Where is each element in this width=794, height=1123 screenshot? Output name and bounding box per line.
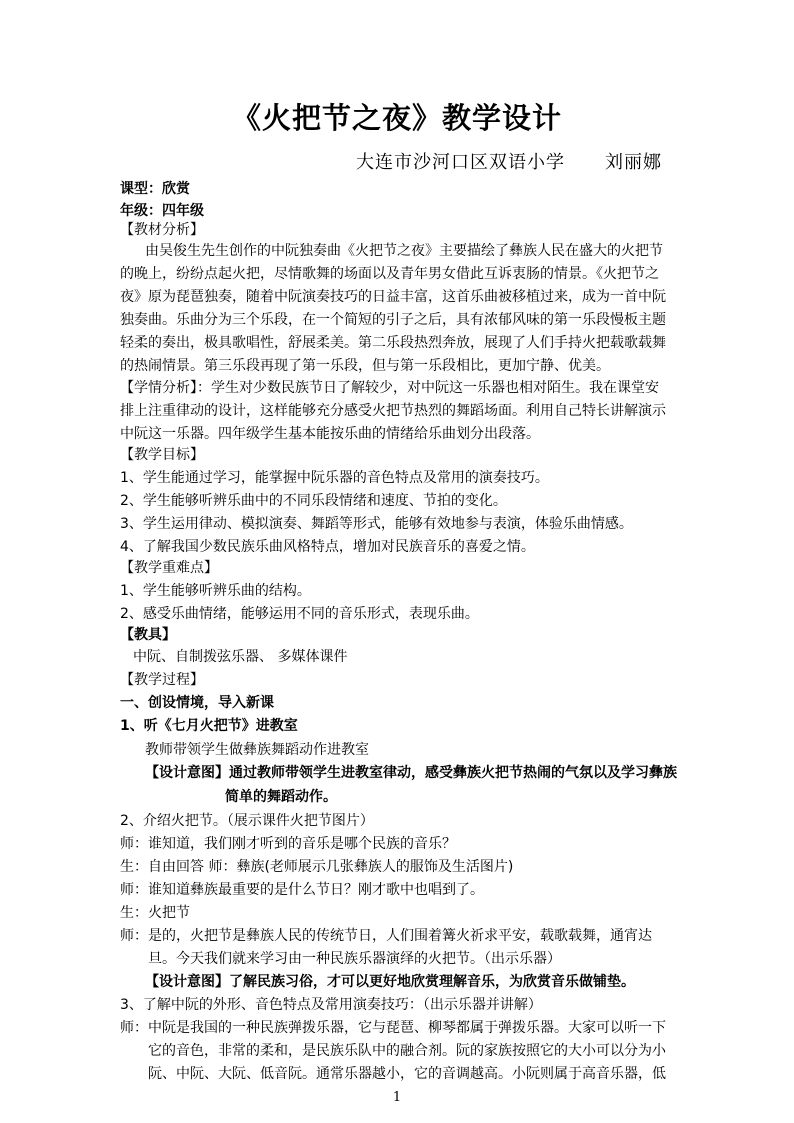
dialogue-line: 旦。今天我们就来学习由一种民族乐器演绎的火把节。（出示乐器）	[148, 951, 561, 967]
list-item: 中阮、自制拨弦乐器、 多媒体课件	[133, 649, 348, 665]
section-heading: 【教学重难点】	[120, 560, 218, 576]
paragraph-line: 的热闹情景。第三乐段再现了第一乐段，但与第一乐段相比，更加宁静、优美。	[120, 358, 610, 374]
list-item: 4、了解我国少数民族乐曲风格特点，增加对民族音乐的喜爱之情。	[120, 539, 535, 555]
design-intent: 【设计意图】了解民族习俗，才可以更好地欣赏理解音乐，为欣赏音乐做铺垫。	[145, 974, 635, 990]
dialogue-line: 师：是的，火把节是彝族人民的传统节日，人们围着篝火祈求平安，载歌载舞，通宵达	[120, 928, 652, 944]
paragraph-line: 独奏曲。乐曲分为三个乐段，在一个简短的引子之后，具有浓郁风味的第一乐段慢板主题	[120, 312, 666, 328]
paragraph-line: 的晚上，纷纷点起火把，尽情歌舞的场面以及青年男女借此互诉衷肠的情景。《火把节之	[120, 266, 659, 282]
paragraph-line: 排上注重律动的设计，这样能够充分感受火把节热烈的舞蹈场面。利用自己特长讲解演示	[120, 403, 666, 419]
step-heading: 1、听《七月火把节》进教室	[120, 718, 298, 734]
paragraph-line: 教师带领学生做彝族舞蹈动作进教室	[145, 742, 369, 758]
school-name: 大连市沙河口区双语小学	[356, 152, 565, 173]
step-heading: 一、创设情境，导入新课	[120, 695, 274, 711]
author-name: 刘丽娜	[605, 152, 662, 173]
dialogue-line: 师：中阮是我国的一种民族弹拨乐器，它与琵琶、柳琴都属于弹拨乐器。大家可以听一下	[120, 1020, 666, 1036]
dialogue-line: 师：谁知道彝族最重要的是什么节日？刚才歌中也唱到了。	[120, 882, 484, 898]
paragraph-line: 【学情分析】：学生对少数民族节日了解较少，对中阮这一乐器也相对陌生。我在课堂安	[120, 380, 659, 396]
design-intent: 【设计意图】通过教师带领学生进教室律动，感受彝族火把节热闹的气氛以及学习彝族	[145, 765, 677, 781]
list-item: 2、学生能够听辨乐曲中的不同乐段情绪和速度、节拍的变化。	[120, 493, 507, 509]
section-heading: 【教具】	[120, 627, 176, 643]
step-heading: 3、了解中阮的外形、音色特点及常用演奏技巧：（出示乐器并讲解）	[120, 997, 542, 1013]
page-number: 1	[392, 1090, 402, 1105]
dialogue-line: 阮、中阮、大阮、低音阮。通常乐器越小，它的音调越高。小阮则属于高音乐器，低	[148, 1066, 666, 1082]
list-item: 2、感受乐曲情绪，能够运用不同的音乐形式，表现乐曲。	[120, 606, 479, 622]
list-item: 3、学生运用律动、模拟演奏、舞蹈等形式，能够有效地参与表演，体验乐曲情感。	[120, 516, 633, 532]
section-heading: 【教学过程】	[120, 672, 204, 688]
paragraph-line: 夜》原为琵琶独奏，随着中阮演奏技巧的日益丰富，这首乐曲被移植过来，成为一首中阮	[120, 289, 666, 305]
lesson-type: 课型：欣赏	[120, 181, 190, 197]
section-heading: 【教材分析】	[120, 222, 204, 238]
paragraph-line: 轻柔的奏出，极具歌唱性，舒展柔美。第二乐段热烈奔放，展现了人们手持火把载歌载舞	[120, 335, 666, 351]
paragraph-line: 中阮这一乐器。四年级学生基本能按乐曲的情绪给乐曲划分出段落。	[120, 426, 540, 442]
section-heading: 【教学目标】	[120, 447, 204, 463]
author-line	[356, 148, 662, 174]
dialogue-line: 它的音色，非常的柔和，是民族乐队中的融合剂。阮的家族按照它的大小可以分为小	[148, 1043, 666, 1059]
design-intent: 简单的舞蹈动作。	[225, 789, 337, 805]
dialogue-line: 师：谁知道，我们刚才听到的音乐是哪个民族的音乐？	[120, 836, 456, 852]
step-heading: 2、介绍火把节。（展示课件火把节图片）	[120, 813, 374, 829]
paragraph-line: 由吴俊生先生创作的中阮独奏曲《火把节之夜》主要描绘了彝族人民在盛大的火把节	[145, 243, 663, 259]
list-item: 1、学生能够听辨乐曲的结构。	[120, 583, 311, 599]
dialogue-line: 生：火把节	[120, 905, 190, 921]
dialogue-line: 生：自由回答 师：彝族(老师展示几张彝族人的服饰及生活图片)	[120, 859, 514, 875]
grade: 年级：四年级	[120, 203, 204, 219]
list-item: 1、学生能通过学习，能掌握中阮乐器的音色特点及常用的演奏技巧。	[120, 470, 549, 486]
page-title: 《火把节之夜》教学设计	[231, 101, 562, 135]
